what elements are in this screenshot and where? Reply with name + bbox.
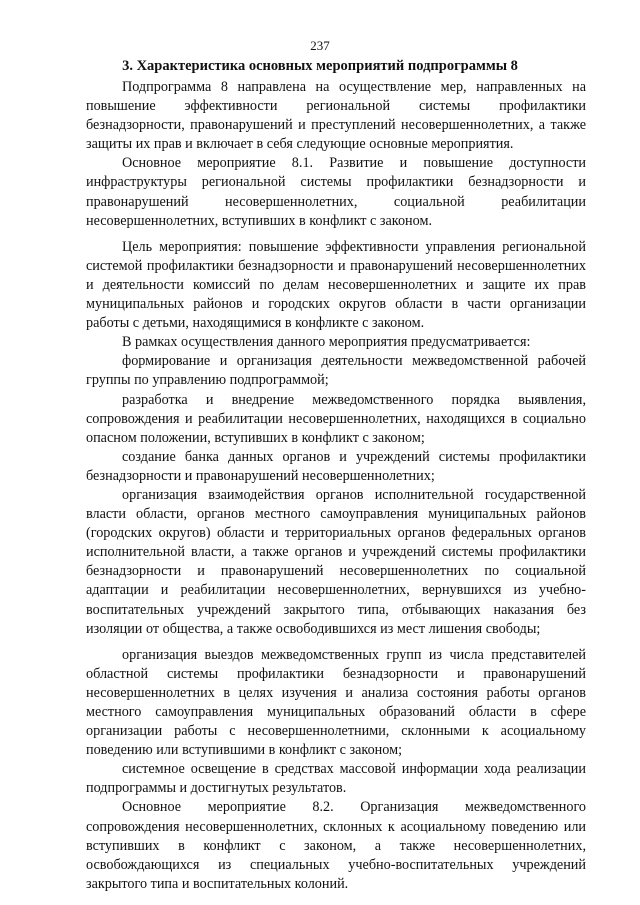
page-number: 237: [310, 38, 330, 53]
paragraph: В рамках осуществления данного мероприятия предусматривается:: [122, 334, 531, 351]
paragraph: Подпрограмма 8 направлена на осуществление мер, направленных на повышение эффективности региональной системы профилактики безнадзорности, правонарушений и преступлений несовершеннолетних, а также защиты их прав и включает в себя следующие основные мероприятия.: [86, 79, 586, 153]
list-item: формирование и организация деятельности межведомственной рабочей группы по управлению подпрограммой;: [86, 353, 586, 389]
paragraph: Основное мероприятие 8.1. Развитие и повышение доступности инфраструктуры региональной системы профилактики безнадзорности и правонарушений несовершеннолетних, социальной реабилитации несовершеннолетних, вступивших в конфликт с законом.: [86, 155, 586, 229]
list-item: создание банка данных органов и учреждений системы профилактики безнадзорности и правонарушений несовершеннолетних;: [86, 448, 586, 484]
paragraph: Цель мероприятия: повышение эффективности управления региональной системой профилактики безнадзорности и правонарушений несовершеннолетних и деятельности комиссий по делам несовершеннолетних и защите их прав муниципальных районов и городских округов области в части организации работы с детьми, находящимися в конфликте с законом.: [86, 238, 586, 332]
list-item: разработка и внедрение межведомственного порядка выявления, сопровождения и реабилитации несовершеннолетних, находящихся в социально опасном положении, вступивших в конфликт с законом;: [86, 391, 586, 446]
section-heading: 3. Характеристика основных мероприятий подпрограммы 8: [122, 58, 518, 74]
list-item: организация взаимодействия органов исполнительной государственной власти области, органов местного самоуправления муниципальных районов (городских округов) области и территориальных органов федеральных органов исполнительной власти, а также органов и учреждений системы профилактики безнадзорности и правонарушений несовершеннолетних по социальной адаптации и реабилитации несовершеннолетних, вернувшихся из учебно-воспитательных учреждений закрытого типа, отбывающих наказания без изоляции от общества, а также освободившихся из мест лишения свободы;: [86, 486, 586, 637]
list-item: системное освещение в средствах массовой информации хода реализации подпрограммы и достигнутых результатов.: [86, 761, 586, 797]
list-item: организация выездов межведомственных групп из числа представителей областной системы профилактики безнадзорности и правонарушений несовершеннолетних в целях изучения и анализа состояния работы органов местного самоуправления муниципальных образований области в сфере организации работы с несовершеннолетними, склонными к асоциальному поведению или вступившими в конфликт с законом;: [86, 646, 586, 759]
paragraph: Основное мероприятие 8.2. Организация межведомственного сопровождения несовершеннолетних, склонных к асоциальному поведению или вступивших в конфликт с законом, а также несовершеннолетних, освобождающихся из специальных учебно-воспитательных учреждений закрытого типа и воспитательных колоний.: [86, 799, 586, 892]
document-body: [86, 78, 586, 894]
